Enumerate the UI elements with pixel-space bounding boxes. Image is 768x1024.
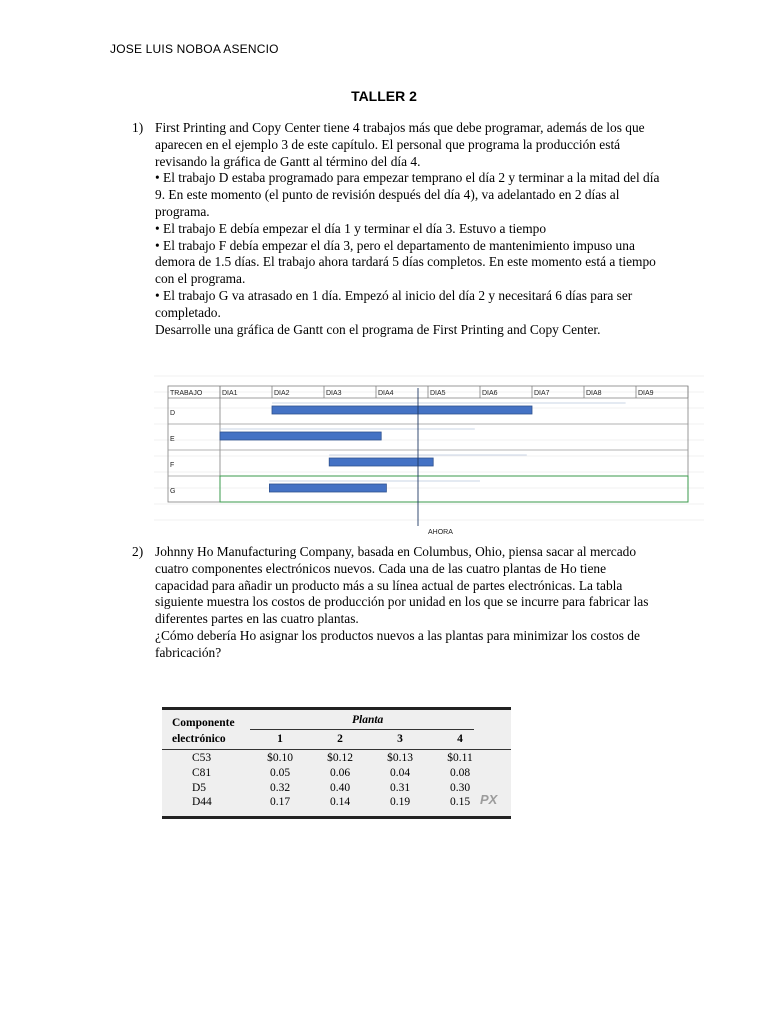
cost-cell: 0.19 <box>389 796 411 808</box>
day-label: DIA5 <box>430 390 446 397</box>
job-label: E <box>170 436 175 443</box>
job-label: F <box>170 462 175 469</box>
cost-cell: $0.10 <box>267 752 293 764</box>
cost-cell: $0.12 <box>327 752 353 764</box>
plant-header: 4 <box>457 733 463 745</box>
cost-cell: 0.30 <box>449 782 471 794</box>
cost-cell: 0.14 <box>329 796 351 808</box>
bullet-job-d: • El trabajo D estaba programado para empezar temprano el día 2 y terminar a la mitad del día 9. En este momento (el punto de revisión después del día 4), va adelantado en 2 días al programa. <box>155 170 660 219</box>
question-1 <box>132 120 662 338</box>
question-2-text: Johnny Ho Manufacturing Company, basada en Columbus, Ohio, piensa sacar al mercado cuatro componentes electrónicos nuevos. Cada una de las cuatro plantas de Ho tiene capacidad para añadir un producto más a su línea actual de partes electrónicas. La tabla siguiente muestra los costos de producción por unidad en los que se incurre para fabricar las diferentes partes en las cuatro plantas. <box>155 544 649 627</box>
day-label: DIA3 <box>326 390 342 397</box>
cost-cell: 0.08 <box>449 767 471 779</box>
page-title: TALLER 2 <box>351 88 417 104</box>
day-label: DIA2 <box>274 390 290 397</box>
component-name: D44 <box>192 796 212 808</box>
job-bar <box>220 432 381 440</box>
gantt-bars <box>220 388 688 526</box>
header-label: TRABAJO <box>170 390 203 397</box>
day-label: DIA8 <box>586 390 602 397</box>
now-marker-label: AHORA <box>428 529 453 536</box>
cost-cell: 0.15 <box>449 796 471 808</box>
bullet-job-e: • El trabajo E debía empezar el día 1 y terminar el día 3. Estuvo a tiempo <box>155 220 547 236</box>
watermark-logo: PX <box>480 792 498 807</box>
job-label: G <box>170 488 176 495</box>
day-label: DIA1 <box>222 390 238 397</box>
cost-cell: 0.04 <box>389 767 411 779</box>
gantt-chart <box>154 372 704 536</box>
column-header-componente: Componente <box>172 717 235 729</box>
day-label: DIA4 <box>378 390 394 397</box>
plant-header: 1 <box>277 733 283 745</box>
question-1-closing: Desarrolle una gráfica de Gantt con el programa de First Printing and Copy Center. <box>155 321 601 337</box>
cost-cell: $0.13 <box>387 752 413 764</box>
day-label: DIA9 <box>638 390 654 397</box>
question-2-question: ¿Cómo debería Ho asignar los productos nuevos a las plantas para minimizar los costos de fabricación? <box>155 627 640 660</box>
planta-rule <box>250 729 474 730</box>
component-name: C81 <box>192 767 212 779</box>
cost-table <box>162 707 511 819</box>
bullet-job-g: • El trabajo G va atrasado en 1 día. Empezó al inicio del día 2 y necesitará 6 días para ser completado. <box>155 287 633 320</box>
group-header-planta: Planta <box>352 714 384 726</box>
cost-cell: 0.05 <box>269 767 291 779</box>
cost-cell: 0.17 <box>269 796 291 808</box>
question-2-body <box>155 544 662 662</box>
question-2-number: 2) <box>132 544 144 559</box>
cost-cell: 0.32 <box>269 782 291 794</box>
component-name: C53 <box>192 752 212 764</box>
column-header-electronico: electrónico <box>172 733 226 745</box>
cost-cell: $0.11 <box>447 752 473 764</box>
day-label: DIA7 <box>534 390 550 397</box>
question-1-number: 1) <box>132 120 144 135</box>
question-2 <box>132 544 662 662</box>
bullet-job-f: • El trabajo F debía empezar el día 3, pero el departamento de mantenimiento impuso una demora de 1.5 días. El trabajo ahora tardará 5 días completos. En este momento está a tiempo con el programa. <box>155 237 656 287</box>
job-label: D <box>170 410 176 417</box>
header-rule <box>162 749 511 750</box>
question-1-body <box>155 120 662 170</box>
job-bar <box>269 484 386 492</box>
gantt-grid <box>154 376 704 520</box>
day-label: DIA6 <box>482 390 498 397</box>
cost-cell: 0.31 <box>389 782 411 794</box>
cost-cell: 0.06 <box>329 767 351 779</box>
job-bar <box>272 406 532 414</box>
author-name: JOSE LUIS NOBOA ASENCIO <box>110 42 279 56</box>
question-1-intro: First Printing and Copy Center tiene 4 trabajos más que debe programar, además de los que aparecen en el ejemplo 3 de este capítulo. El personal que programa la producción está revisando la gráfica de Gantt al término del día 4. <box>155 120 645 169</box>
plant-header: 3 <box>397 733 403 745</box>
question-1-bullets <box>155 170 662 338</box>
plant-header: 2 <box>337 733 343 745</box>
cost-cell: 0.40 <box>329 782 351 794</box>
component-name: D5 <box>192 782 207 794</box>
